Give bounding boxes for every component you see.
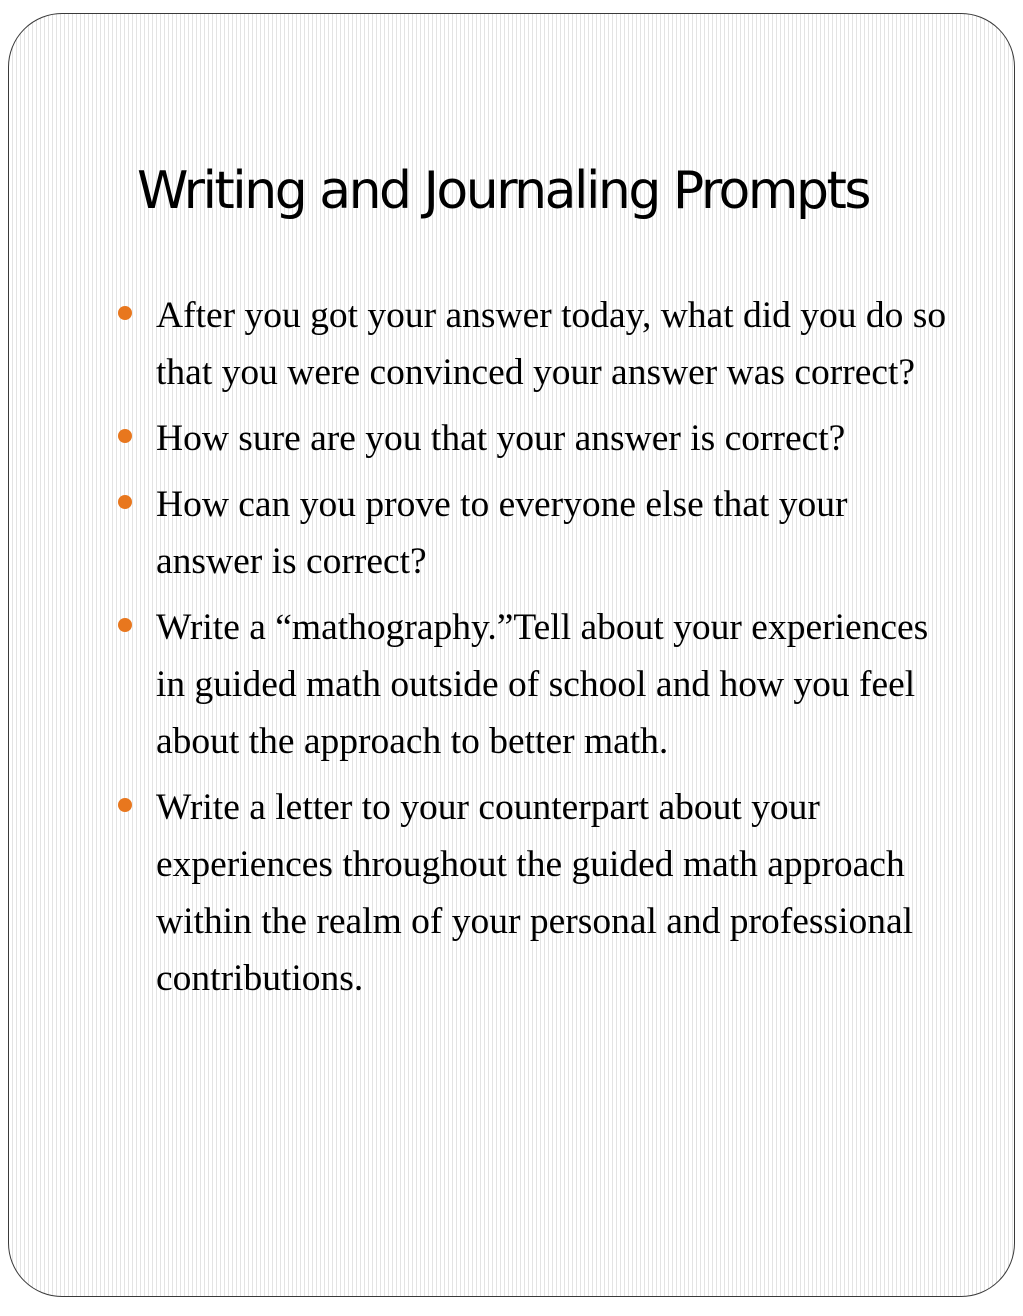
bullet-dot-icon <box>118 495 132 509</box>
bullet-dot-icon <box>118 618 132 632</box>
slide-title: Writing and Journaling Prompts <box>137 161 870 221</box>
prompt-list <box>117 287 957 1016</box>
prompt-text: How sure are you that your answer is correct? <box>156 418 846 459</box>
prompt-text: After you got your answer today, what did you do so that you were convinced your answer was correct? <box>156 295 947 393</box>
prompt-item-5 <box>117 779 957 1007</box>
prompt-item-4 <box>117 599 957 770</box>
prompt-item-2 <box>117 410 957 467</box>
bullet-dot-icon <box>118 798 132 812</box>
prompt-text: Write a “mathography.”Tell about your experiences in guided math outside of school and how you feel about the approach to better math. <box>156 607 929 762</box>
prompt-text: Write a letter to your counterpart about your experiences throughout the guided math approach within the realm of your personal and professional contributions. <box>156 787 914 999</box>
bullet-dot-icon <box>118 306 132 320</box>
prompt-item-3 <box>117 476 957 590</box>
prompt-item-1 <box>117 287 957 401</box>
bullet-dot-icon <box>118 429 132 443</box>
prompt-text: How can you prove to everyone else that your answer is correct? <box>156 484 848 582</box>
